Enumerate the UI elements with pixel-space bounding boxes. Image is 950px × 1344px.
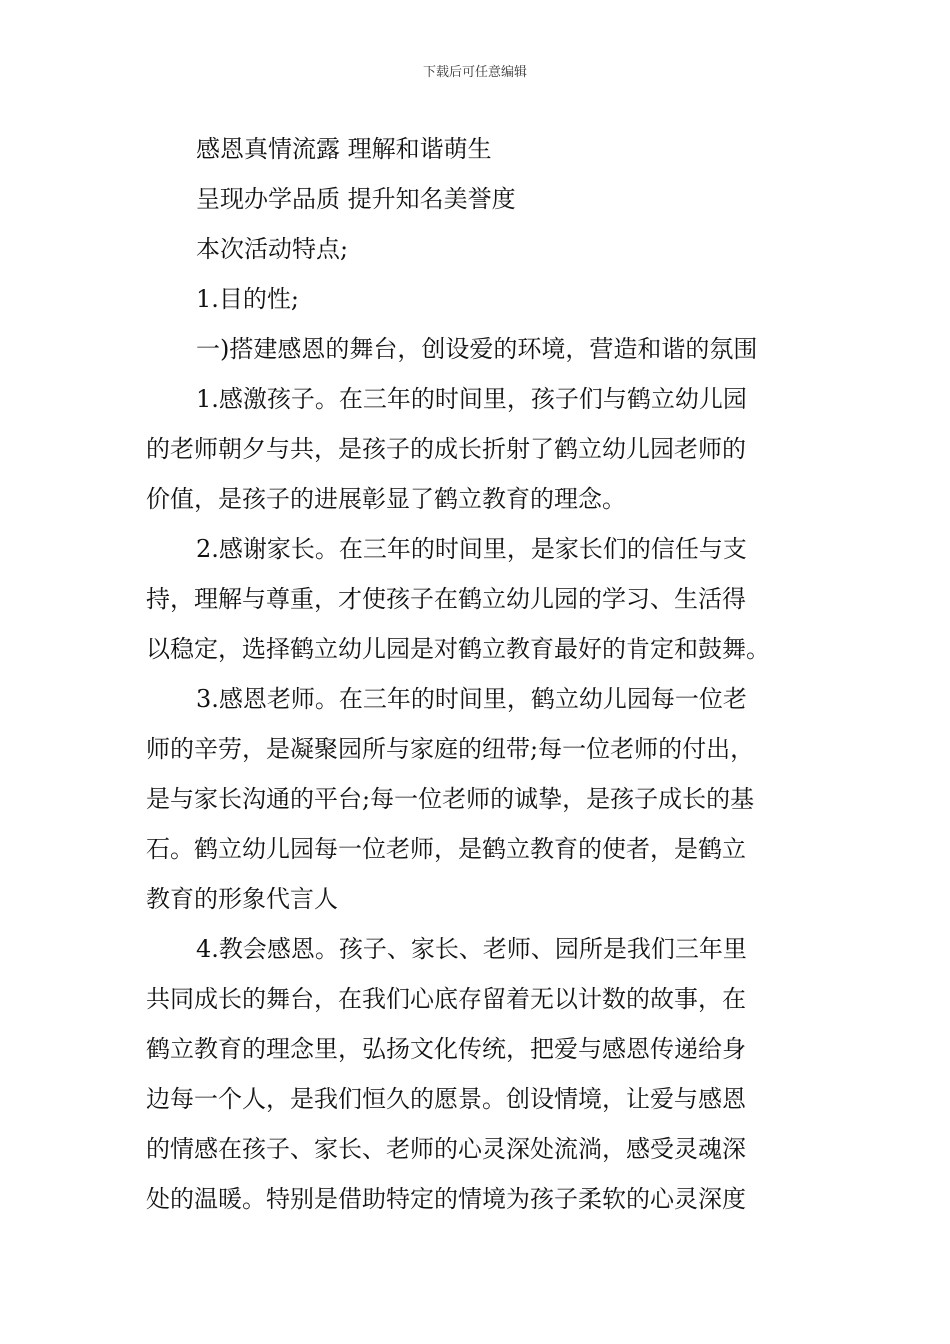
text-line: 1.感激孩子。在三年的时间里，孩子们与鹤立幼儿园: [196, 385, 747, 413]
section-heading: 一)搭建感恩的舞台，创设爱的环境，营造和谐的氛围: [196, 335, 758, 363]
text-line: 以稳定，选择鹤立幼儿园是对鹤立教育最好的肯定和鼓舞。: [146, 635, 770, 663]
text-line: 共同成长的舞台，在我们心底存留着无以计数的故事，在: [146, 985, 746, 1013]
text-line: 鹤立教育的理念里，弘扬文化传统，把爱与感恩传递给身: [146, 1035, 746, 1063]
text-line: 1.目的性;: [196, 285, 299, 313]
text-line: 价值，是孩子的进展彰显了鹤立教育的理念。: [146, 485, 626, 513]
page-header: 下载后可任意编辑: [422, 65, 527, 80]
text-line: 本次活动特点;: [196, 235, 349, 263]
text-line: 是与家长沟通的平台;每一位老师的诚挚，是孩子成长的基: [146, 785, 755, 813]
text-line: 的老师朝夕与共，是孩子的成长折射了鹤立幼儿园老师的: [146, 435, 746, 463]
text-line: 石。鹤立幼儿园每一位老师，是鹤立教育的使者，是鹤立: [146, 835, 746, 863]
text-line: 呈现办学品质 提升知名美誉度: [196, 185, 516, 213]
text-line: 持，理解与尊重，才使孩子在鹤立幼儿园的学习、生活得: [146, 585, 746, 613]
text-line: 2.感谢家长。在三年的时间里，是家长们的信任与支: [196, 535, 747, 563]
text-line: 的情感在孩子、家长、老师的心灵深处流淌，感受灵魂深: [146, 1135, 746, 1163]
text-line: 3.感恩老师。在三年的时间里，鹤立幼儿园每一位老: [196, 685, 747, 713]
text-line: 师的辛劳，是凝聚园所与家庭的纽带;每一位老师的付出，: [146, 735, 755, 763]
document-body: [146, 124, 808, 1224]
text-line: 教育的形象代言人: [146, 885, 338, 913]
text-line: 4.教会感恩。孩子、家长、老师、园所是我们三年里: [196, 935, 747, 963]
text-line: 感恩真情流露 理解和谐萌生: [196, 135, 492, 163]
text-line: 处的温暖。特别是借助特定的情境为孩子柔软的心灵深度: [146, 1185, 746, 1213]
text-line: 边每一个人，是我们恒久的愿景。创设情境，让爱与感恩: [146, 1085, 746, 1113]
